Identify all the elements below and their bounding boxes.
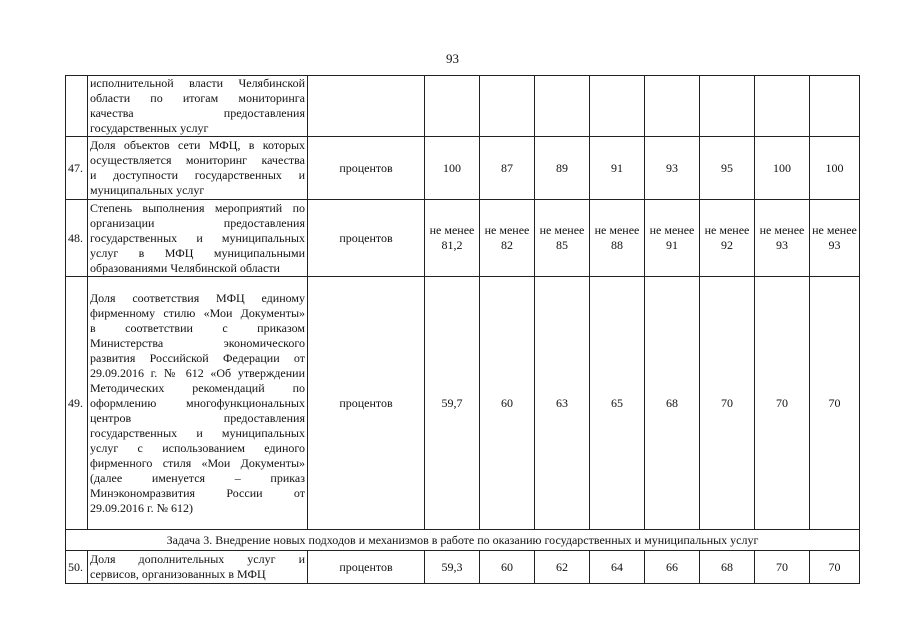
value-cell: [755, 200, 810, 277]
description-line: государственных и муниципальных: [90, 230, 305, 245]
table-row: [66, 137, 860, 200]
table-row: [66, 277, 860, 530]
description-line: муниципальных услуг: [90, 183, 205, 197]
value-cell: [480, 200, 535, 277]
description-line: организации предоставления: [90, 215, 305, 230]
description-line: государственных услуг: [90, 121, 209, 135]
value-number: 88: [611, 238, 623, 252]
indicator-description: [88, 277, 308, 530]
description-line: качества предоставления: [90, 106, 305, 120]
table-row-continuation: [66, 76, 860, 137]
value-cell: 70: [700, 277, 755, 530]
value-cell: 59,7: [425, 277, 480, 530]
value-prefix: не менее: [704, 223, 750, 237]
value-prefix: не менее: [429, 223, 475, 237]
value-cell: [700, 200, 755, 277]
table-row: [66, 200, 860, 277]
value-cell: [590, 200, 645, 277]
description-line: государственных и муниципальных: [90, 425, 305, 440]
description-line: фирменного стиля «Мои Документы»: [90, 455, 305, 470]
value-cell: 65: [590, 277, 645, 530]
value-prefix: не менее: [649, 223, 695, 237]
description-line: исполнительной власти Челябинской: [90, 76, 305, 90]
row-number: 48.: [66, 200, 88, 277]
description-line: услуг в МФЦ муниципальными: [90, 245, 305, 260]
indicator-table: [65, 75, 860, 584]
value-cell: [645, 200, 700, 277]
value-cell: [535, 200, 590, 277]
value-cell: 100: [425, 137, 480, 200]
value-number: 81,2: [441, 238, 463, 252]
page-number: 93: [446, 51, 459, 66]
description-line: в соответствии с приказом: [90, 320, 305, 335]
value-cell: 68: [645, 277, 700, 530]
description-line: сервисов, организованных в МФЦ: [90, 567, 266, 581]
value-cell: 62: [535, 551, 590, 584]
value-cell: 60: [480, 551, 535, 584]
unit-cell: [308, 76, 425, 137]
row-number-cell: [66, 76, 88, 137]
description-line: Доля дополнительных услуг и: [90, 552, 305, 566]
row-number: 47.: [66, 137, 88, 200]
description-line: Министерства экономического: [90, 335, 305, 350]
description-line: развития Российской Федерации от: [90, 350, 305, 365]
value-cell: 68: [700, 551, 755, 584]
description-line: области по итогам мониторинга: [90, 91, 305, 105]
value-cell: [425, 200, 480, 277]
indicator-description: [88, 137, 308, 200]
description-line: и доступности государственных и: [90, 168, 305, 182]
unit-cell: процентов: [308, 137, 425, 200]
value-number: 91: [666, 238, 678, 252]
description-line: (далее именуется – приказ: [90, 470, 305, 485]
value-prefix: не менее: [759, 223, 805, 237]
value-cell: 70: [810, 277, 860, 530]
value-prefix: не менее: [539, 223, 585, 237]
value-cell: [480, 76, 535, 137]
value-cell: [810, 76, 860, 137]
value-cell: 95: [700, 137, 755, 200]
value-cell: 70: [755, 551, 810, 584]
value-cell: 60: [480, 277, 535, 530]
description-line: Степень выполнения мероприятий по: [90, 200, 305, 215]
value-prefix: не менее: [484, 223, 530, 237]
value-cell: [645, 76, 700, 137]
description-line: осуществляется мониторинг качества: [90, 153, 305, 167]
description-line: оформлению многофункциональных: [90, 395, 305, 410]
value-cell: 66: [645, 551, 700, 584]
value-cell: 87: [480, 137, 535, 200]
unit-cell: процентов: [308, 551, 425, 584]
value-cell: 64: [590, 551, 645, 584]
description-line: Методических рекомендаций по: [90, 380, 305, 395]
description-line: Доля объектов сети МФЦ, в которых: [90, 138, 305, 152]
value-number: 93: [776, 238, 788, 252]
description-line: фирменному стилю «Мои Документы»: [90, 305, 305, 320]
value-cell: 89: [535, 137, 590, 200]
value-number: 85: [556, 238, 568, 252]
value-cell: [425, 76, 480, 137]
unit-cell: процентов: [308, 277, 425, 530]
unit-cell: процентов: [308, 200, 425, 277]
indicator-description: [88, 200, 308, 277]
description-line: услуг с использованием единого: [90, 440, 305, 455]
table-row: [66, 551, 860, 584]
indicator-description: [88, 76, 308, 137]
value-prefix: не менее: [594, 223, 640, 237]
value-cell: [700, 76, 755, 137]
indicator-description: [88, 551, 308, 584]
value-cell: 91: [590, 137, 645, 200]
value-cell: 93: [645, 137, 700, 200]
value-number: 82: [501, 238, 513, 252]
value-number: 92: [721, 238, 733, 252]
row-number: 49.: [66, 277, 88, 530]
description-line: образованиями Челябинской области: [90, 260, 280, 275]
row-number: 50.: [66, 551, 88, 584]
value-cell: 100: [755, 137, 810, 200]
task-heading: Задача 3. Внедрение новых подходов и механизмов в работе по оказанию государственных и муниципальных услуг: [66, 530, 860, 551]
value-cell: 59,3: [425, 551, 480, 584]
value-cell: 70: [810, 551, 860, 584]
description-line: Минэкономразвития России от: [90, 485, 305, 500]
description-line: центров предоставления: [90, 410, 305, 425]
value-cell: 70: [755, 277, 810, 530]
value-cell: [810, 200, 860, 277]
value-cell: 63: [535, 277, 590, 530]
value-number: 93: [828, 238, 841, 252]
value-prefix: не менее: [812, 223, 857, 237]
value-cell: [535, 76, 590, 137]
description-line: 29.09.2016 г. № 612): [90, 500, 194, 515]
task-heading-row: [66, 530, 860, 551]
value-cell: [755, 76, 810, 137]
description-line: Доля соответствия МФЦ единому: [90, 290, 305, 305]
description-line: 29.09.2016 г. № 612 «Об утверждении: [90, 365, 305, 380]
value-cell: 100: [810, 137, 860, 200]
value-cell: [590, 76, 645, 137]
